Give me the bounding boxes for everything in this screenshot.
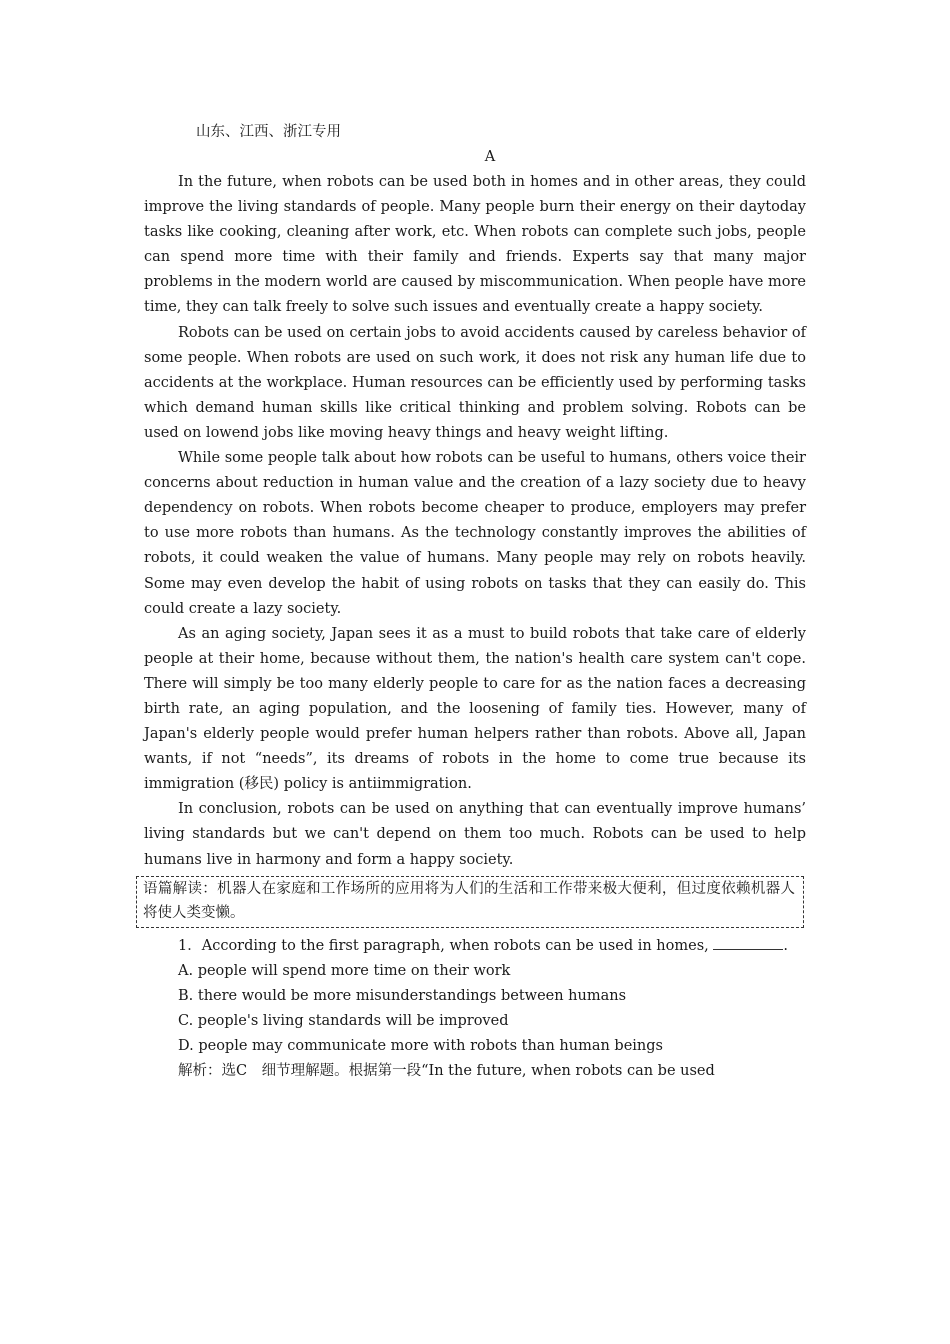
option-d: D. people may communicate more with robots than human beings — [178, 1038, 663, 1054]
option-a: A. people will spend more time on their work — [178, 962, 511, 979]
paragraph-4: As an aging society, Japan sees it as a must to build robots that take care of elderly people at their home, because without them, the nation's health care system can't cope. There will simply be too many elderly people to care for as the nation faces a decreasing birth rate, an aging population, and the loosening of family ties. However, many of Japan's elderly people would prefer human helpers rather than robots. Above all, Japan wants, if not “needs”, its dreams of robots in the home to come true because its immigration (移民) policy is antiimmigration. — [144, 625, 806, 793]
question-end-mark: . — [783, 937, 788, 954]
answer-blank — [713, 933, 783, 950]
option-c: C. people's living standards will be improved — [178, 1012, 509, 1029]
paragraph-5: In conclusion, robots can be used on anything that can eventually improve humans’ living standards but we can't depend on them too much. Robots can be used to help humans live in harmony and form a happy society. — [144, 801, 806, 868]
section-letter: A — [484, 149, 496, 165]
paragraph-2: Robots can be used on certain jobs to avoid accidents caused by careless behavior of some people. When robots are used on such work, it does not risk any human life due to accidents at the workplace. Human resources can be efficiently used by performing tasks which demand human skills like critical thinking and problem solving. Robots can be used on lowend jobs like moving heavy things and heavy weight lifting. — [144, 324, 806, 441]
question-stem-text: 1．According to the first paragraph, when robots can be used in homes, — [178, 937, 714, 954]
document-page — [144, 120, 806, 1084]
question-stem — [144, 933, 806, 959]
paragraph-3: While some people talk about how robots can be useful to humans, others voice their concerns about reduction in human value and the creation of a lazy society due to heavy dependency on robots. When robots become cheaper to produce, employers may prefer to use more robots than humans. As the technology constantly improves the abilities of robots, it could weaken the value of humans. Many people may rely on robots heavily. Some may even develop the habit of using robots on tasks that they can easily do. This could create a lazy society. — [144, 450, 806, 617]
summary-text: 语篇解读：机器人在家庭和工作场所的应用将为人们的生活和工作带来极大便利，但过度依赖机器人将使人类变懒。 — [143, 880, 795, 921]
analysis-text: 解析：选C 细节理解题。根据第一段“In the future, when robots can be used — [178, 1063, 715, 1080]
paragraph-1: In the future, when robots can be used both in homes and in other areas, they could improve the living standards of people. Many people burn their energy on their daytoday tasks like cooking, cleaning after work, etc. When robots can complete such jobs, people can spend more time with their family and friends. Experts say that many major problems in the modern world are caused by miscommunication. When people have more time, they can talk freely to solve such issues and eventually create a happy society. — [144, 174, 806, 316]
page-header: 山东、江西、浙江专用 — [196, 124, 341, 140]
option-b: B. there would be more misunderstandings between humans — [178, 987, 627, 1004]
summary-box — [136, 876, 804, 928]
